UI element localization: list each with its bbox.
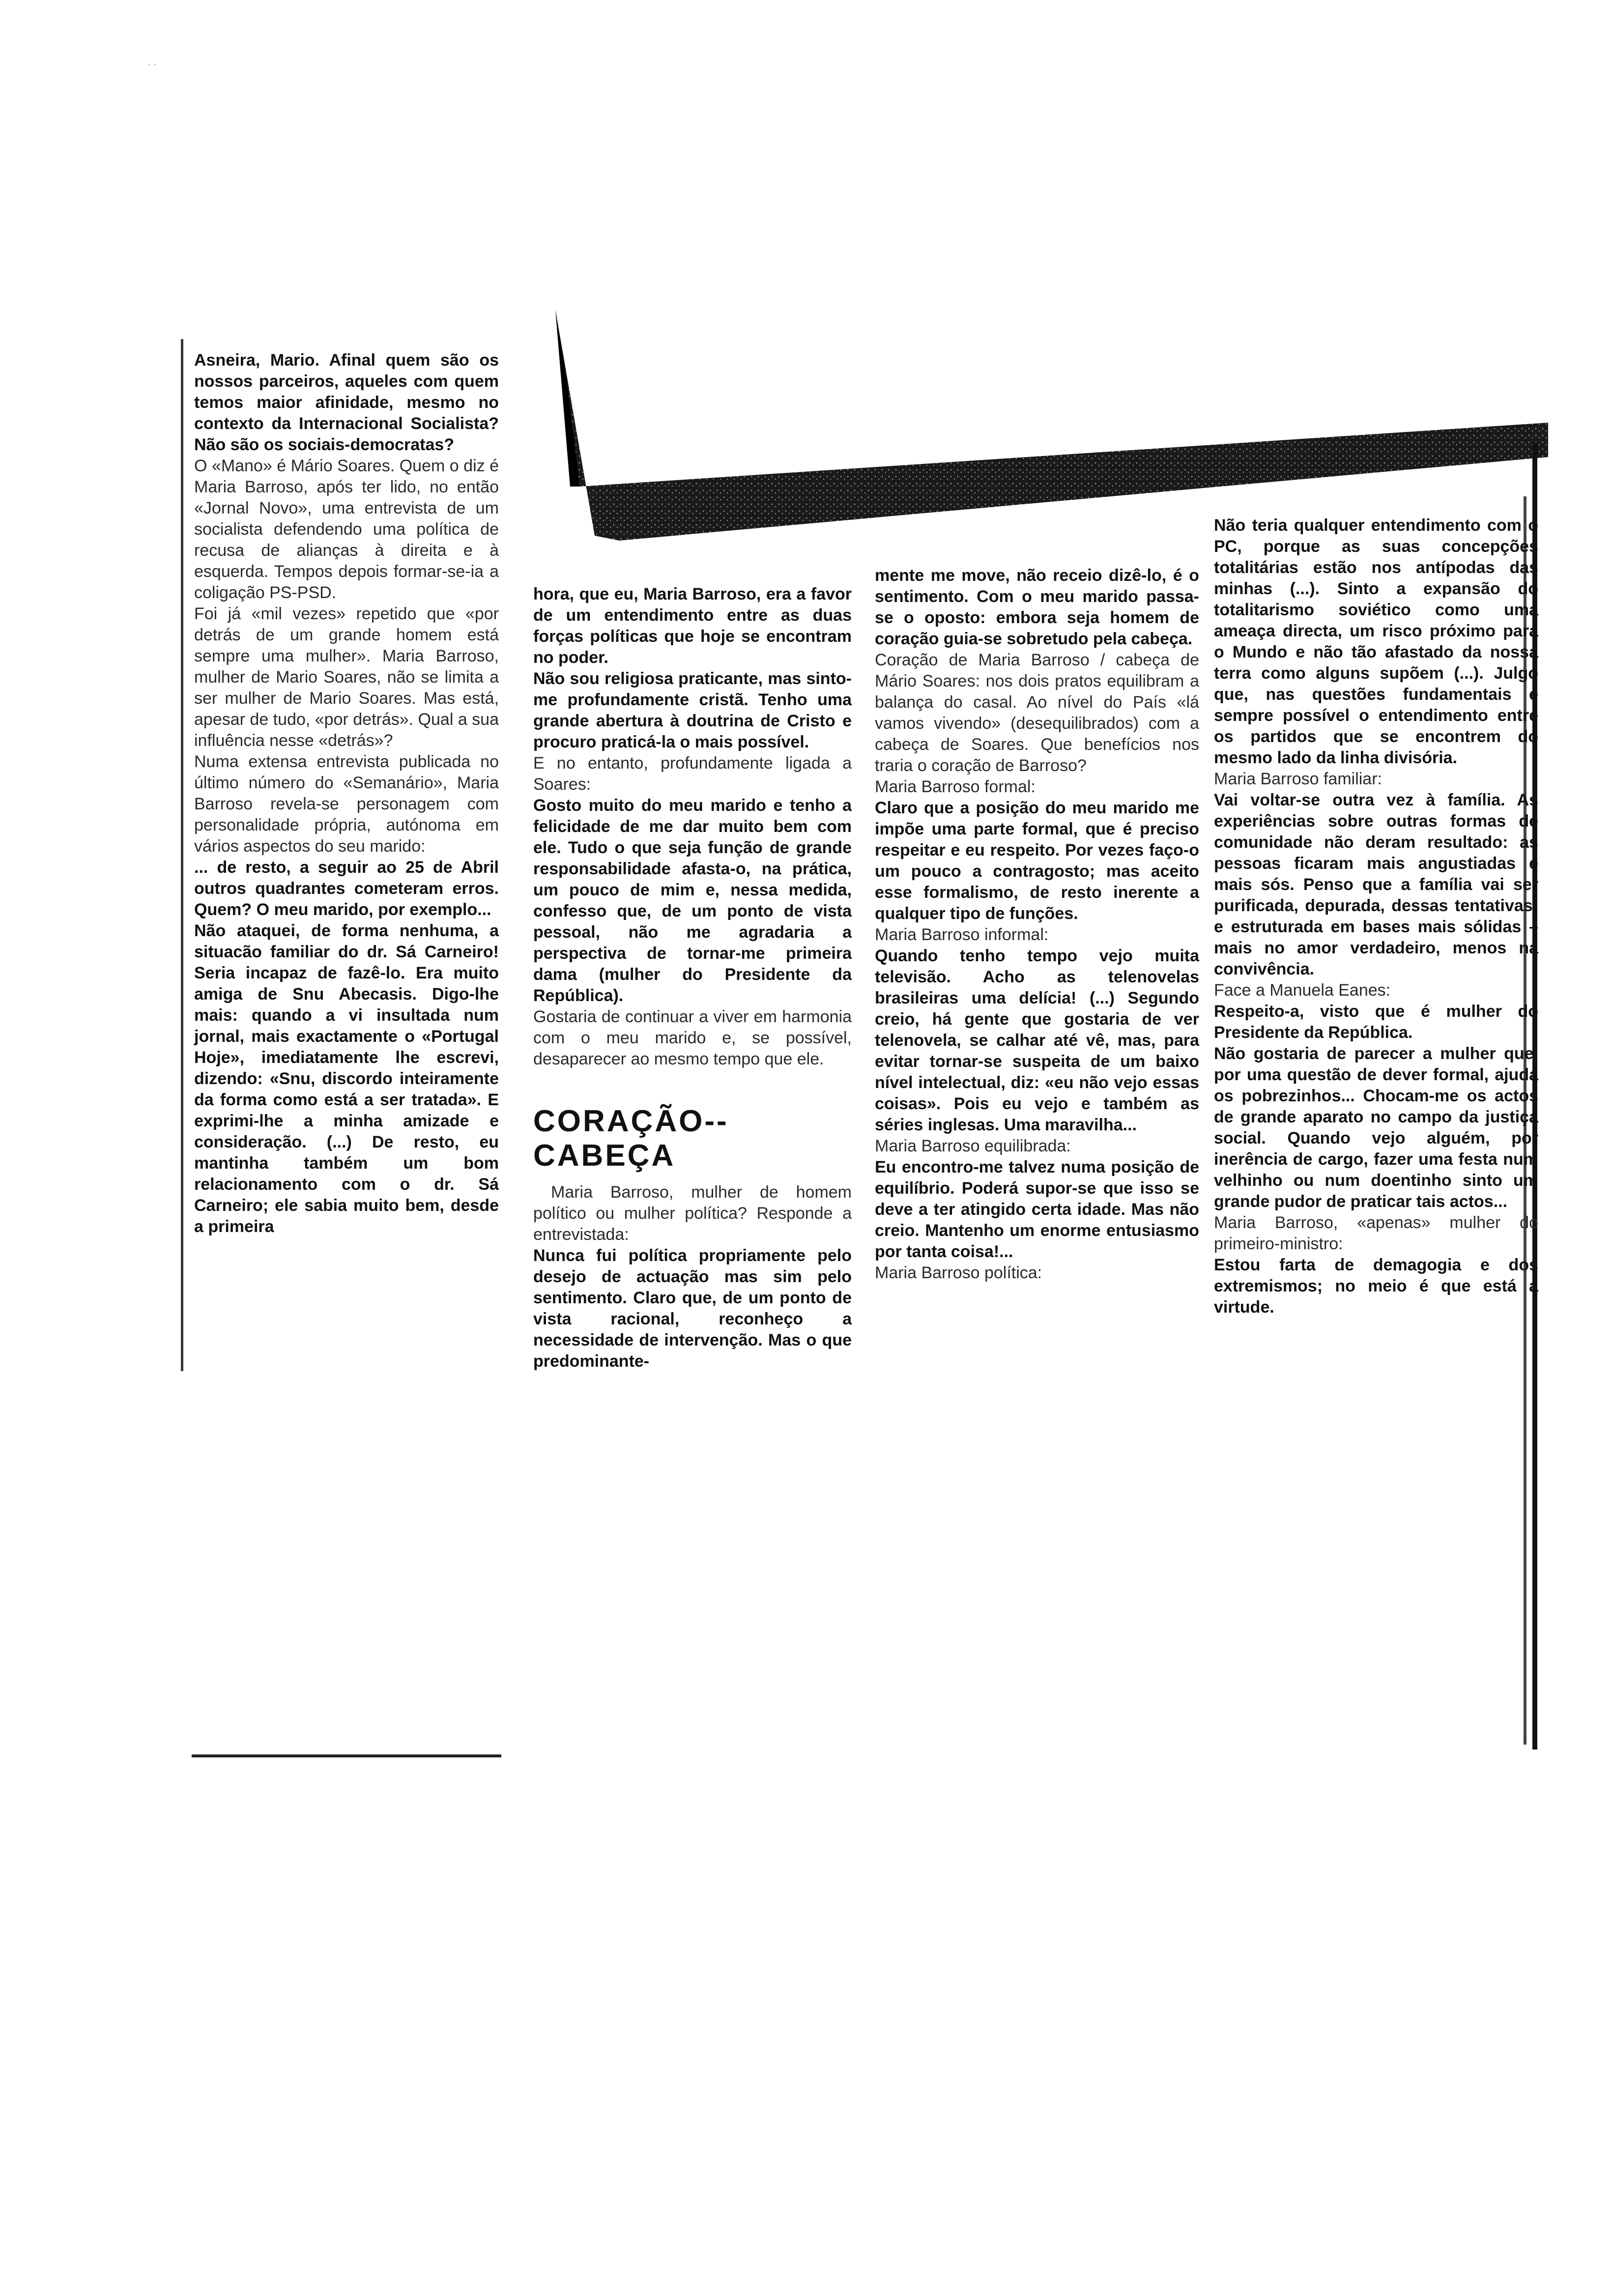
bottom-rule <box>192 1754 501 1757</box>
paragraph: Não teria qualquer entendimento com o PC, porque as suas concepções totalitárias estão nos antípodas das minhas (...). Sinto a expansão do totalitarismo soviético como uma ameaça directa, um risco próximo para o Mundo e não tão afastado da nossa terra como alguns supõem (...). Julgo que, nas questões fundamentais é sempre possível o entendimento entre os partidos que se encontrem do mesmo lado da linha divisória. <box>1214 516 1538 767</box>
paragraph: Maria Barroso equilibrada: <box>875 1137 1071 1155</box>
paragraph: Maria Barroso informal: <box>875 925 1049 944</box>
paragraph: hora, que eu, Maria Barroso, era a favor de um entendimento entre as duas forças políticas que hoje se encontram no poder. <box>533 585 852 667</box>
paragraph: Respeito-a, visto que é mulher do Presidente da República. <box>1214 1002 1538 1042</box>
paragraph: Foi já «mil vezes» repetido que «por detrás de um grande homem está sempre uma mulher». Maria Barroso, mulher de Mario Soares, não se limita a ser mulher de Mario Soares. Mas está, apesar de tudo, «por detrás». Qual a sua influência nesse «detrás»? <box>194 604 499 750</box>
column-4 <box>1214 515 1538 1318</box>
section-subhead: CORAÇÃO--CABEÇA <box>533 1104 729 1173</box>
paragraph: Não ataquei, de forma nenhuma, a situacão familiar do dr. Sá Carneiro! Seria incapaz de fazê-lo. Era muito amiga de Snu Abecasis. Digo-lhe mais: quando a vi insultada num jornal, mais exactamente o «Portugal Hoje», imediatamente lhe escrevi, dizendo: «Snu, discordo inteiramente da forma como está a ser tratada». E exprimi-lhe a minha amizade e consideração. (...) De resto, eu mantinha também um bom relacionamento com o dr. Sá Carneiro; ele sabia muito bem, desde a primeira <box>194 921 499 1236</box>
paragraph: Estou farta de demagogia e dos extremismos; no meio é que está a virtude. <box>1214 1256 1538 1317</box>
paragraph: Maria Barroso, «apenas» mulher do primeiro-ministro: <box>1214 1213 1538 1253</box>
column-2 <box>533 584 852 1372</box>
left-rule <box>181 339 183 1371</box>
paragraph: Maria Barroso formal: <box>875 777 1036 796</box>
column-2-top <box>533 584 852 1070</box>
paragraph: Quando tenho tempo vejo muita televisão. Acho as telenovelas brasileiras uma delícia! (...) Segundo creio, há gente que gostaria de ver telenovela, se calhar até vê, mas, para evitar tornar-se suspeita de um baixo nível intelectual, diz: «eu não vejo essas coisas». Pois eu vejo e também as séries inglesas. Uma maravilha... <box>875 947 1199 1134</box>
paragraph: Maria Barroso familiar: <box>1214 770 1382 788</box>
paragraph: Maria Barroso política: <box>875 1263 1042 1282</box>
paragraph: Asneira, Mario. Afinal quem são os nossos parceiros, aqueles com quem temos maior afinidade, mesmo no contexto da Internacional Socialista? Não são os sociais-democratas? <box>194 351 499 454</box>
paragraph: Claro que a posição do meu marido me impõe uma parte formal, que é preciso respeitar e eu respeito. Por vezes faço-o um pouco a contragosto; mas aceito esse formalismo, de resto inerente a qualquer tipo de funções. <box>875 799 1199 923</box>
column-1 <box>194 350 499 1237</box>
paragraph: mente me move, não receio dizê-lo, é o sentimento. Com o meu marido passa-se o oposto: embora seja homem de coração guia-se sobretudo pela cabeça. <box>875 566 1199 648</box>
paragraph: Não sou religiosa praticante, mas sinto-me profundamente cristã. Tenho uma grande abertura à doutrina de Cristo e procuro praticá-la o mais possível. <box>533 669 852 751</box>
paragraph: Numa extensa entrevista publicada no último número do «Semanário», Maria Barroso revela-se personagem com personalidade própria, autónoma em vários aspectos do seu marido: <box>194 752 499 856</box>
scan-speck: · · <box>147 59 157 70</box>
paragraph: Não gostaria de parecer a mulher que, por uma questão de dever formal, ajuda os pobrezinhos... Chocam-me os actos de grande aparato no campo da justiça social. Quando vejo alguém, por inerência de cargo, fazer uma festa num velhinho ou num doentinho sinto um grande pudor de praticar tais actos... <box>1214 1044 1538 1211</box>
paragraph: O «Mano» é Mário Soares. Quem o diz é Maria Barroso, após ter lido, no então «Jornal Novo», uma entrevista de um socialista defendendo uma política de recusa de alianças à direita e à esquerda. Tempos depois formar-se-ia a coligação PS-PSD. <box>194 457 499 602</box>
paragraph: Maria Barroso, mulher de homem político ou mulher política? Responde a entrevistada: <box>533 1183 852 1244</box>
paragraph: ... de resto, a seguir ao 25 de Abril outros quadrantes cometeram erros. Quem? O meu marido, por exemplo... <box>194 858 499 919</box>
column-3 <box>875 565 1199 1284</box>
wedge-shape <box>555 310 1548 541</box>
paragraph: Eu encontro-me talvez numa posição de equilíbrio. Poderá supor-se que isso se deve a ter atingido certa idade. Mas não creio. Mantenho um enorme entusiasmo por tanta coisa!... <box>875 1158 1199 1261</box>
paragraph: Gosto muito do meu marido e tenho a felicidade de me dar muito bem com ele. Tudo o que seja função de grande responsabilidade afasta-o, na prática, um pouco de mim e, nessa medida, confesso que, de um ponto de vista pessoal, não me agradaria a perspectiva de tornar-me primeira dama (mulher do Presidente da República). <box>533 796 852 1005</box>
paragraph: Nunca fui política propriamente pelo desejo de actuação mas sim pelo sentimento. Claro que, de um ponto de vista racional, reconheço a necessidade de intervenção. Mas o que predominante- <box>533 1246 852 1371</box>
paragraph: Gostaria de continuar a viver em harmonia com o meu marido e, se possível, desaparecer ao mesmo tempo que ele. <box>533 1007 852 1068</box>
paragraph: Face a Manuela Eanes: <box>1214 981 1391 1000</box>
paragraph: Vai voltar-se outra vez à família. As experiências sobre outras formas de comunidade não deram resultado: as pessoas ficaram mais angustiadas e mais sós. Penso que a família vai ser purificada, depurada, dessas tentativas: e estruturada em bases mais sólidas – mais no amor verdadeiro, menos na convivência. <box>1214 791 1538 978</box>
paragraph: Coração de Maria Barroso / cabeça de Mário Soares: nos dois pratos equilibram a balança do casal. Ao nível do País «lá vamos vivendo» (desequilibrados) com a cabeça de Soares. Que benefícios nos traria o coração de Barroso? <box>875 651 1199 775</box>
wedge-highlight <box>555 310 580 487</box>
paragraph: E no entanto, profundamente ligada a Soares: <box>533 754 852 794</box>
column-2-bottom <box>533 1182 852 1372</box>
header-graphic-wedge <box>550 310 1553 545</box>
